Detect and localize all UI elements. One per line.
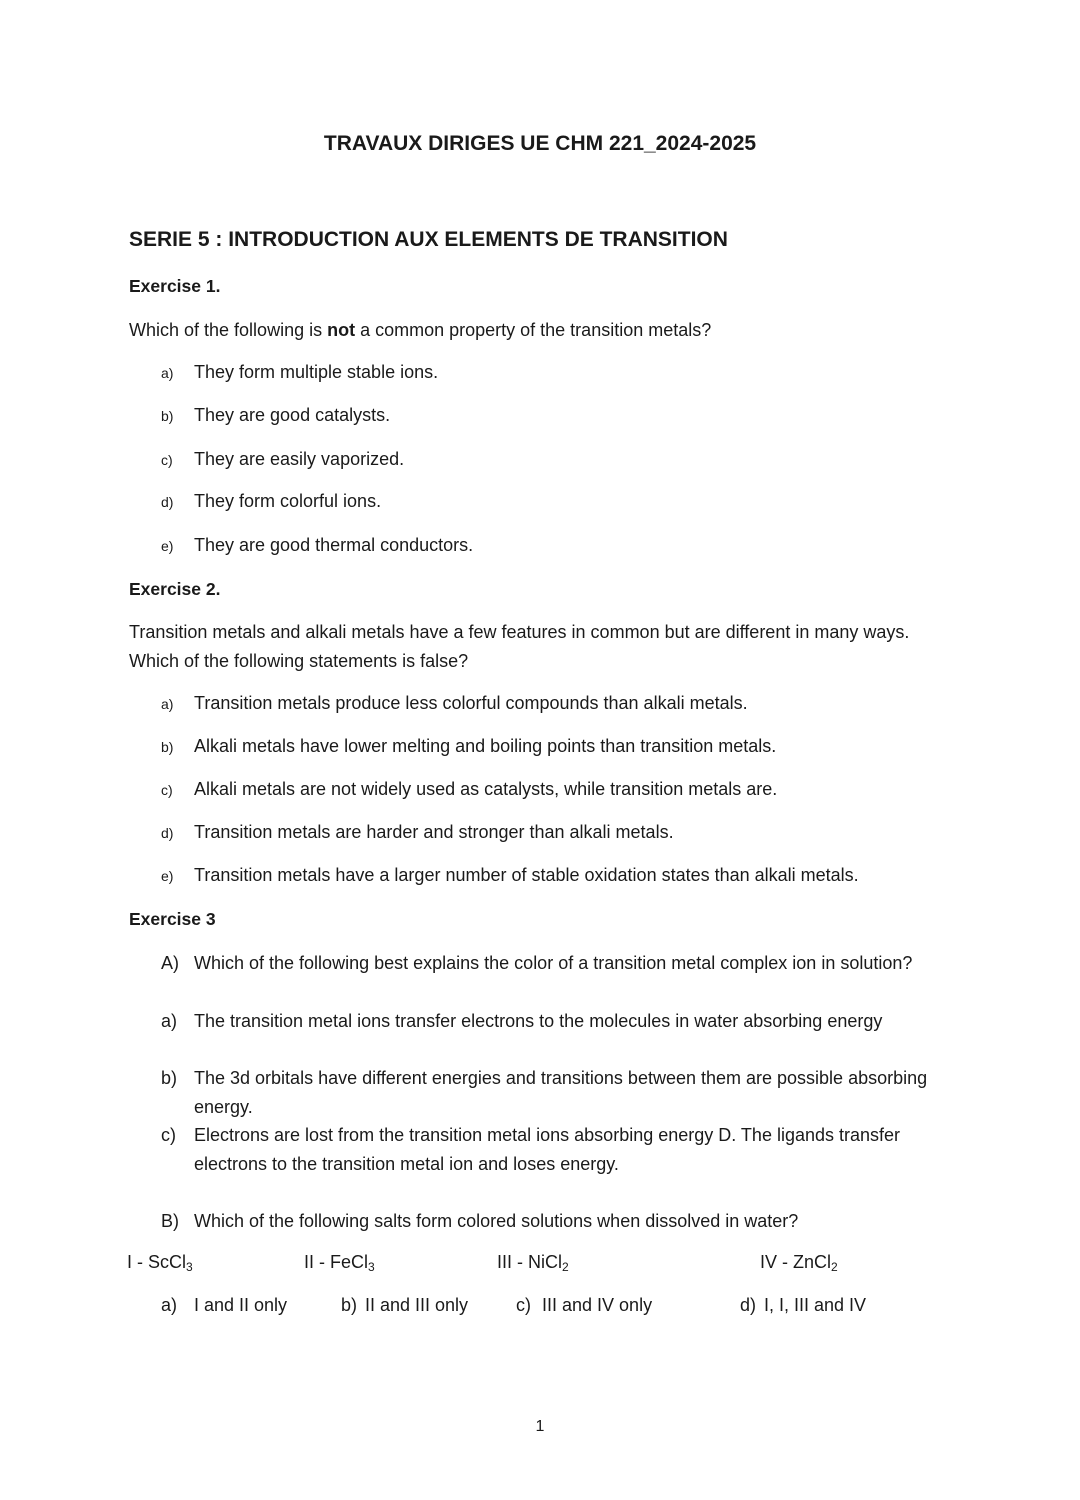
exercise-2-heading: Exercise 2. [129, 579, 221, 599]
answer-text: III and IV only [542, 1295, 653, 1315]
exercise-2-question: Transition metals and alkali metals have a few features in common but are different in many ways. Which of the following statements is false? [129, 622, 910, 671]
option-text: Electrons are lost from the transition metal ions absorbing energy D. The ligands transfer electrons to the transition metal ion and loses energy. [194, 1125, 901, 1174]
answer-label: c) [516, 1295, 531, 1315]
option-label: e) [161, 538, 174, 554]
option-label: c) [161, 452, 173, 468]
question-text: Which of the following is [129, 320, 328, 340]
answer-b [341, 1295, 468, 1316]
exercise-2-option-b [161, 736, 776, 757]
answer-text: I and II only [194, 1295, 288, 1315]
option-label: c) [161, 782, 173, 798]
salt-1 [127, 1252, 193, 1273]
part-text: Which of the following salts form colored solutions when dissolved in water? [194, 1211, 799, 1231]
salt-4 [760, 1252, 838, 1273]
option-label: b) [161, 739, 174, 755]
question-text: a common property of the transition metals? [355, 320, 712, 340]
exercise-1-heading: Exercise 1. [129, 276, 221, 296]
option-text: Transition metals have a larger number of stable oxidation states than alkali metals. [194, 865, 859, 885]
answer-label: b) [341, 1295, 358, 1315]
option-text: Alkali metals have lower melting and boiling points than transition metals. [194, 736, 777, 756]
salt-subscript: 3 [368, 1260, 375, 1274]
page-number: 1 [535, 1418, 545, 1435]
salt-formula: III - NiCl [497, 1252, 562, 1272]
part-text: Which of the following best explains the color of a transition metal complex ion in solution? [194, 953, 913, 973]
option-label: b) [161, 408, 174, 424]
exercise-1-option-d [161, 491, 381, 512]
option-text: Transition metals are harder and stronger than alkali metals. [194, 822, 674, 842]
answer-label: a) [161, 1295, 178, 1315]
option-label: a) [161, 365, 174, 381]
exercise-2-option-e [161, 865, 859, 886]
option-label: b) [161, 1068, 178, 1088]
option-label: c) [161, 1125, 176, 1145]
answer-c [516, 1295, 652, 1316]
exercise-1-option-b [161, 405, 390, 426]
salt-2 [304, 1252, 375, 1273]
exercise-3-heading: Exercise 3 [129, 909, 216, 929]
option-label: e) [161, 868, 174, 884]
option-text: They form multiple stable ions. [194, 362, 439, 382]
option-label: a) [161, 696, 174, 712]
option-text: The 3d orbitals have different energies and transitions between them are possible absorbing energy. [194, 1068, 928, 1117]
salt-subscript: 2 [831, 1260, 838, 1274]
answer-text: II and III only [365, 1295, 469, 1315]
answer-a [161, 1295, 287, 1316]
option-label: d) [161, 825, 174, 841]
option-text: They are good thermal conductors. [194, 535, 474, 555]
exercise-3-option-c [161, 1121, 934, 1179]
option-label: d) [161, 494, 174, 510]
option-text: Alkali metals are not widely used as catalysts, while transition metals are. [194, 779, 778, 799]
salt-3 [497, 1252, 569, 1273]
question-emphasis: not [327, 320, 356, 340]
exercise-2-option-c [161, 779, 777, 800]
exercise-1-option-e [161, 535, 473, 556]
part-label: A) [161, 953, 179, 973]
exercise-3-part-b [161, 1207, 934, 1236]
exercise-2-option-d [161, 822, 674, 843]
option-text: They are good catalysts. [194, 405, 391, 425]
document-title: TRAVAUX DIRIGES UE CHM 221_2024-2025 [323, 132, 757, 155]
salt-subscript: 3 [186, 1260, 193, 1274]
option-text: They form colorful ions. [194, 491, 382, 511]
exercise-1-option-a [161, 362, 438, 383]
exercise-3-part-a [161, 949, 934, 978]
salt-formula: II - FeCl [304, 1252, 369, 1272]
option-label: a) [161, 1011, 178, 1031]
salt-formula: IV - ZnCl [760, 1252, 832, 1272]
option-text: They are easily vaporized. [194, 449, 405, 469]
exercise-2-option-a [161, 693, 748, 714]
salt-subscript: 2 [562, 1260, 569, 1274]
option-text: Transition metals produce less colorful compounds than alkali metals. [194, 693, 748, 713]
answer-d [740, 1295, 866, 1316]
answer-label: d) [740, 1295, 757, 1315]
part-label: B) [161, 1211, 179, 1231]
exercise-3-option-a [161, 1007, 934, 1036]
exercise-1-question [129, 316, 959, 345]
answer-text: I, I, III and IV [764, 1295, 867, 1315]
option-text: The transition metal ions transfer electrons to the molecules in water absorbing energy [194, 1011, 883, 1031]
salt-formula: I - ScCl [127, 1252, 187, 1272]
exercise-1-option-c [161, 449, 404, 470]
exercise-3-option-b [161, 1064, 934, 1122]
series-heading: SERIE 5 : INTRODUCTION AUX ELEMENTS DE TRANSITION [129, 228, 728, 251]
